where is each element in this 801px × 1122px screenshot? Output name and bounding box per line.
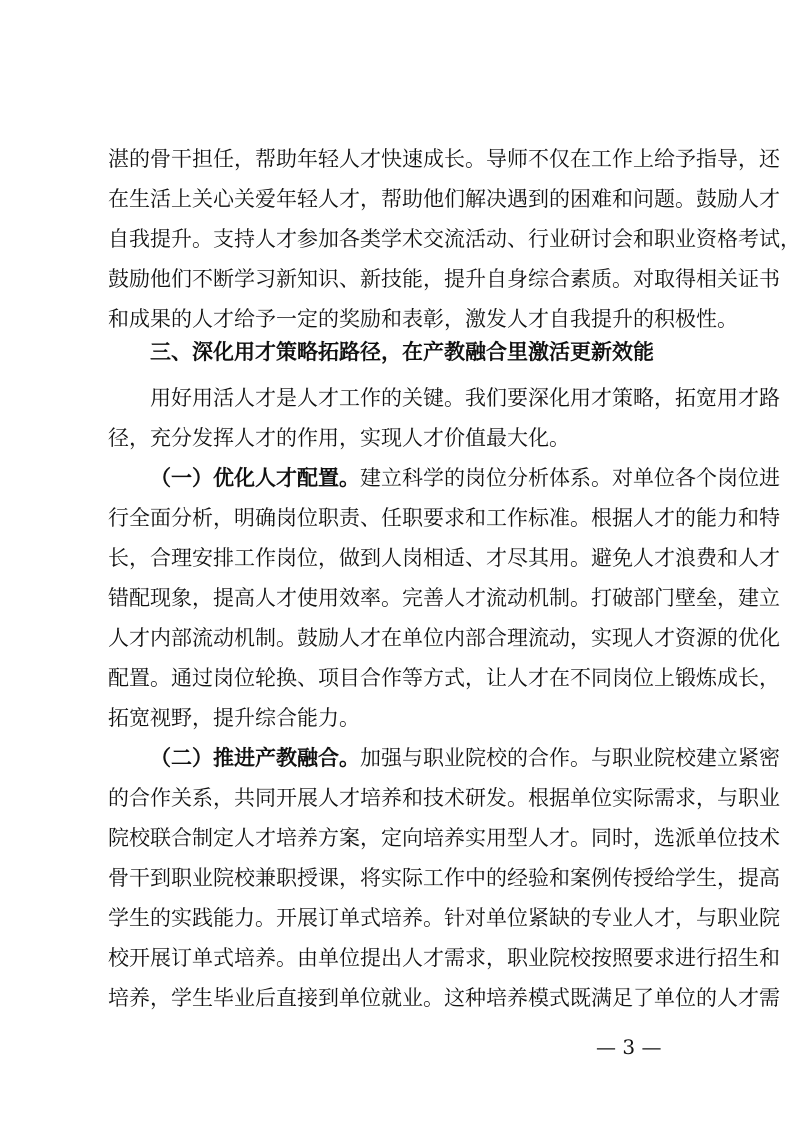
subheading-industry-education: （二）推进产教融合。 — [150, 745, 360, 770]
body-text-segment: 建立科学的岗位分析体系。对单位各个岗位进 — [360, 466, 780, 490]
body-text-line: 在生活上关心关爱年轻人才，帮助他们解决遇到的困难和问题。鼓励人才 — [108, 187, 780, 211]
body-text-line: 行全面分析，明确岗位职责、任职要求和工作标准。根据人才的能力和特 — [108, 506, 780, 530]
body-text-line: 鼓励他们不断学习新知识、新技能，提升自身综合素质。对取得相关证书 — [108, 267, 780, 291]
paragraph-line-with-subheading — [150, 462, 780, 494]
body-text-line: 和成果的人才给予一定的奖励和表彰，激发人才自我提升的积极性。 — [108, 307, 738, 331]
page-number: — 3 — — [596, 1035, 662, 1059]
body-text-line: 人才内部流动机制。鼓励人才在单位内部合理流动，实现人才资源的优化 — [108, 626, 780, 650]
section-heading: 三、深化用才策略拓路径，在产教融合里激活更新效能 — [150, 340, 654, 364]
body-text-line: 径，充分发挥人才的作用，实现人才价值最大化。 — [108, 426, 570, 450]
body-text-line: 配置。通过岗位轮换、项目合作等方式，让人才在不同岗位上锻炼成长， — [108, 666, 780, 690]
body-text-line: 长，合理安排工作岗位，做到人岗相适、才尽其用。避免人才浪费和人才 — [108, 546, 780, 570]
subheading-optimize-talent: （一）优化人才配置。 — [150, 465, 360, 490]
paragraph-line-with-subheading — [150, 742, 780, 774]
body-text-segment: 加强与职业院校的合作。与职业院校建立紧密 — [360, 746, 780, 770]
body-text-line: 自我提升。支持人才参加各类学术交流活动、行业研讨会和职业资格考试， — [108, 227, 801, 251]
body-text-line: 错配现象，提高人才使用效率。完善人才流动机制。打破部门壁垒，建立 — [108, 586, 780, 610]
body-text-line: 培养，学生毕业后直接到单位就业。这种培养模式既满足了单位的人才需 — [108, 986, 780, 1010]
body-text-line: 用好用活人才是人才工作的关键。我们要深化用才策略，拓宽用才路 — [150, 386, 780, 410]
body-text-line: 湛的骨干担任，帮助年轻人才快速成长。导师不仅在工作上给予指导，还 — [108, 147, 780, 171]
body-text-line: 院校联合制定人才培养方案，定向培养实用型人才。同时，选派单位技术 — [108, 826, 780, 850]
body-text-line: 的合作关系，共同开展人才培养和技术研发。根据单位实际需求，与职业 — [108, 786, 780, 810]
body-text-line: 拓宽视野，提升综合能力。 — [108, 706, 360, 730]
body-text-line: 校开展订单式培养。由单位提出人才需求，职业院校按照要求进行招生和 — [108, 946, 780, 970]
body-text-line: 骨干到职业院校兼职授课，将实际工作中的经验和案例传授给学生，提高 — [108, 866, 780, 890]
body-text-line: 学生的实践能力。开展订单式培养。针对单位紧缺的专业人才，与职业院 — [108, 906, 780, 930]
